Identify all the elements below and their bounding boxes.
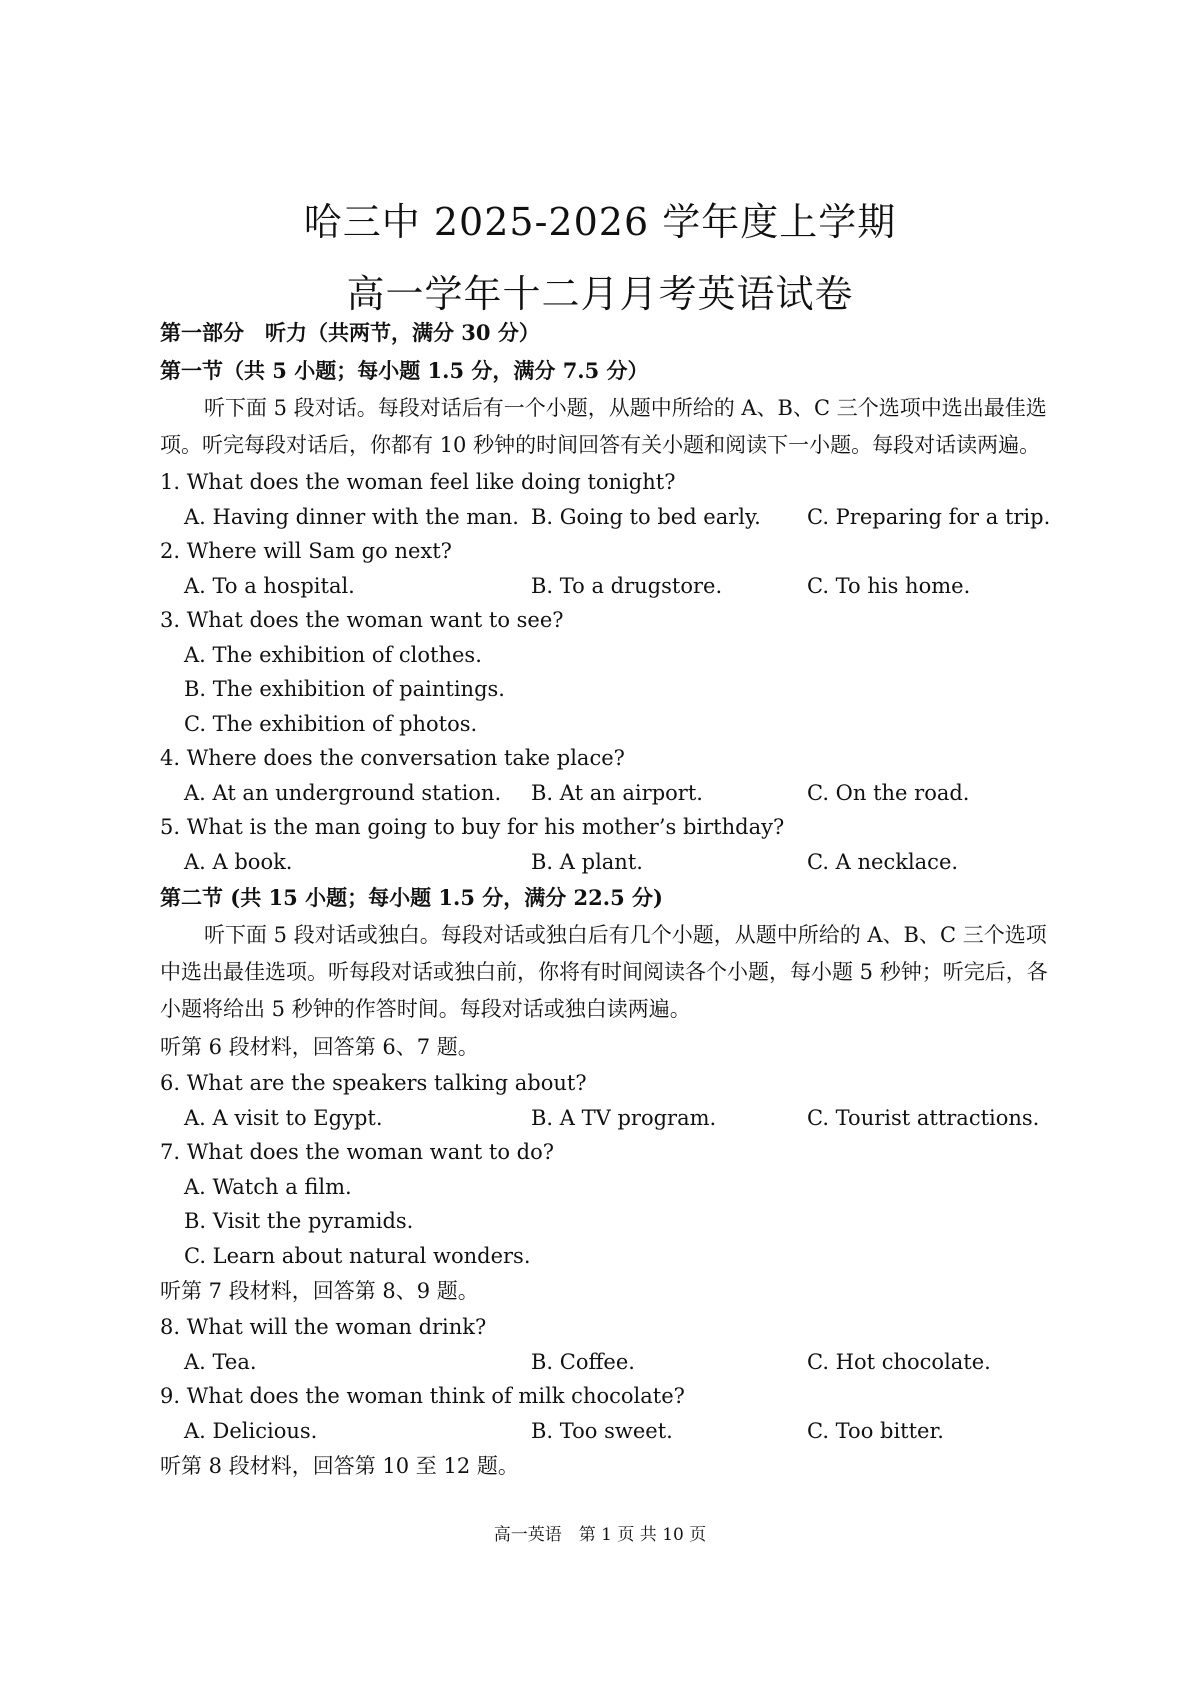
question-6 [160, 1066, 1054, 1135]
option-a: A. To a hospital. [184, 573, 355, 598]
options-row [160, 845, 1054, 880]
option-c: C. Tourist attractions. [807, 1105, 1040, 1130]
option-b: B. The exhibition of paintings. [184, 677, 505, 701]
material-6-note: 听第 6 段材料，回答第 6、7 题。 [160, 1035, 479, 1059]
option-c: C. To his home. [807, 573, 971, 598]
option-b: B. Too sweet. [531, 1418, 673, 1443]
section1-heading: 第一节（共 5 小题；每小题 1.5 分，满分 7.5 分） [160, 358, 649, 383]
question-text: 5. What is the man going to buy for his mother’s birthday? [160, 815, 785, 839]
question-7 [160, 1135, 1054, 1273]
option-c: C. On the road. [807, 780, 970, 805]
option-b: B. Coffee. [531, 1349, 635, 1374]
question-8 [160, 1310, 1054, 1379]
material-7-note: 听第 7 段材料，回答第 8、9 题。 [160, 1279, 479, 1303]
page-footer: 高一英语 第 1 页 共 10 页 [493, 1525, 707, 1545]
question-text: 1. What does the woman feel like doing tonight? [160, 470, 676, 494]
exam-title-line1: 哈三中 2025-2026 学年度上学期 [303, 200, 897, 244]
section2-heading: 第二节 (共 15 小题；每小题 1.5 分，满分 22.5 分) [160, 885, 663, 910]
option-a: A. The exhibition of clothes. [184, 642, 482, 667]
option-c: C. Preparing for a trip. [807, 504, 1051, 529]
options-row [160, 1101, 1054, 1136]
option-a: A. A book. [184, 849, 293, 874]
section1-instructions: 听下面 5 段对话。每段对话后有一个小题，从题中所给的 A、B、C 三个选项中选出最佳选项。听完每段对话后，你都有 10 秒钟的时间回答有关小题和阅读下一小题。每段对话读两遍。 [160, 396, 1047, 457]
option-c: C. A necklace. [807, 849, 959, 874]
question-text: 6. What are the speakers talking about? [160, 1071, 587, 1095]
option-c: C. Too bitter. [807, 1418, 944, 1443]
options-row [160, 500, 1054, 535]
question-9 [160, 1379, 1054, 1448]
options-row [160, 1345, 1054, 1380]
question-5 [160, 810, 1054, 879]
question-3 [160, 603, 1054, 741]
question-text: 3. What does the woman want to see? [160, 608, 564, 632]
option-a: A. Delicious. [184, 1418, 318, 1443]
question-text: 7. What does the woman want to do? [160, 1140, 554, 1164]
option-a: A. Watch a film. [184, 1174, 352, 1199]
options-row [160, 569, 1054, 604]
title-block [0, 186, 1200, 330]
exam-title-line2: 高一学年十二月月考英语试卷 [346, 272, 854, 316]
exam-content [160, 314, 1054, 1485]
option-a: A. At an underground station. [184, 780, 502, 805]
question-text: 4. Where does the conversation take place? [160, 746, 625, 770]
option-b: B. Visit the pyramids. [184, 1209, 414, 1233]
option-a: A. Tea. [184, 1349, 257, 1374]
option-b: B. A plant. [531, 849, 643, 874]
question-2 [160, 534, 1054, 603]
option-b: B. A TV program. [531, 1105, 717, 1130]
part1-heading: 第一部分 听力（共两节，满分 30 分） [160, 320, 540, 345]
option-c: C. Learn about natural wonders. [184, 1243, 531, 1268]
option-a: A. A visit to Egypt. [184, 1105, 383, 1130]
option-a: A. Having dinner with the man. [184, 504, 519, 529]
option-b: B. Going to bed early. [531, 504, 761, 529]
option-b: B. At an airport. [531, 780, 703, 805]
question-1 [160, 465, 1054, 534]
question-text: 8. What will the woman drink? [160, 1315, 487, 1339]
question-text: 2. Where will Sam go next? [160, 539, 452, 563]
option-b: B. To a drugstore. [531, 573, 723, 598]
options-row [160, 1414, 1054, 1449]
options-row [160, 776, 1054, 811]
question-4 [160, 741, 1054, 810]
question-text: 9. What does the woman think of milk chocolate? [160, 1384, 685, 1408]
section2-instructions: 听下面 5 段对话或独白。每段对话或独白后有几个小题，从题中所给的 A、B、C 三个选项中选出最佳选项。听每段对话或独白前，你将有时间阅读各个小题，每小题 5 秒钟；听完后，各小题将给出 5 秒钟的作答时间。每段对话或独白读两遍。 [160, 923, 1048, 1021]
option-c: C. The exhibition of photos. [184, 711, 478, 736]
option-c: C. Hot chocolate. [807, 1349, 991, 1374]
material-8-note: 听第 8 段材料，回答第 10 至 12 题。 [160, 1454, 519, 1478]
